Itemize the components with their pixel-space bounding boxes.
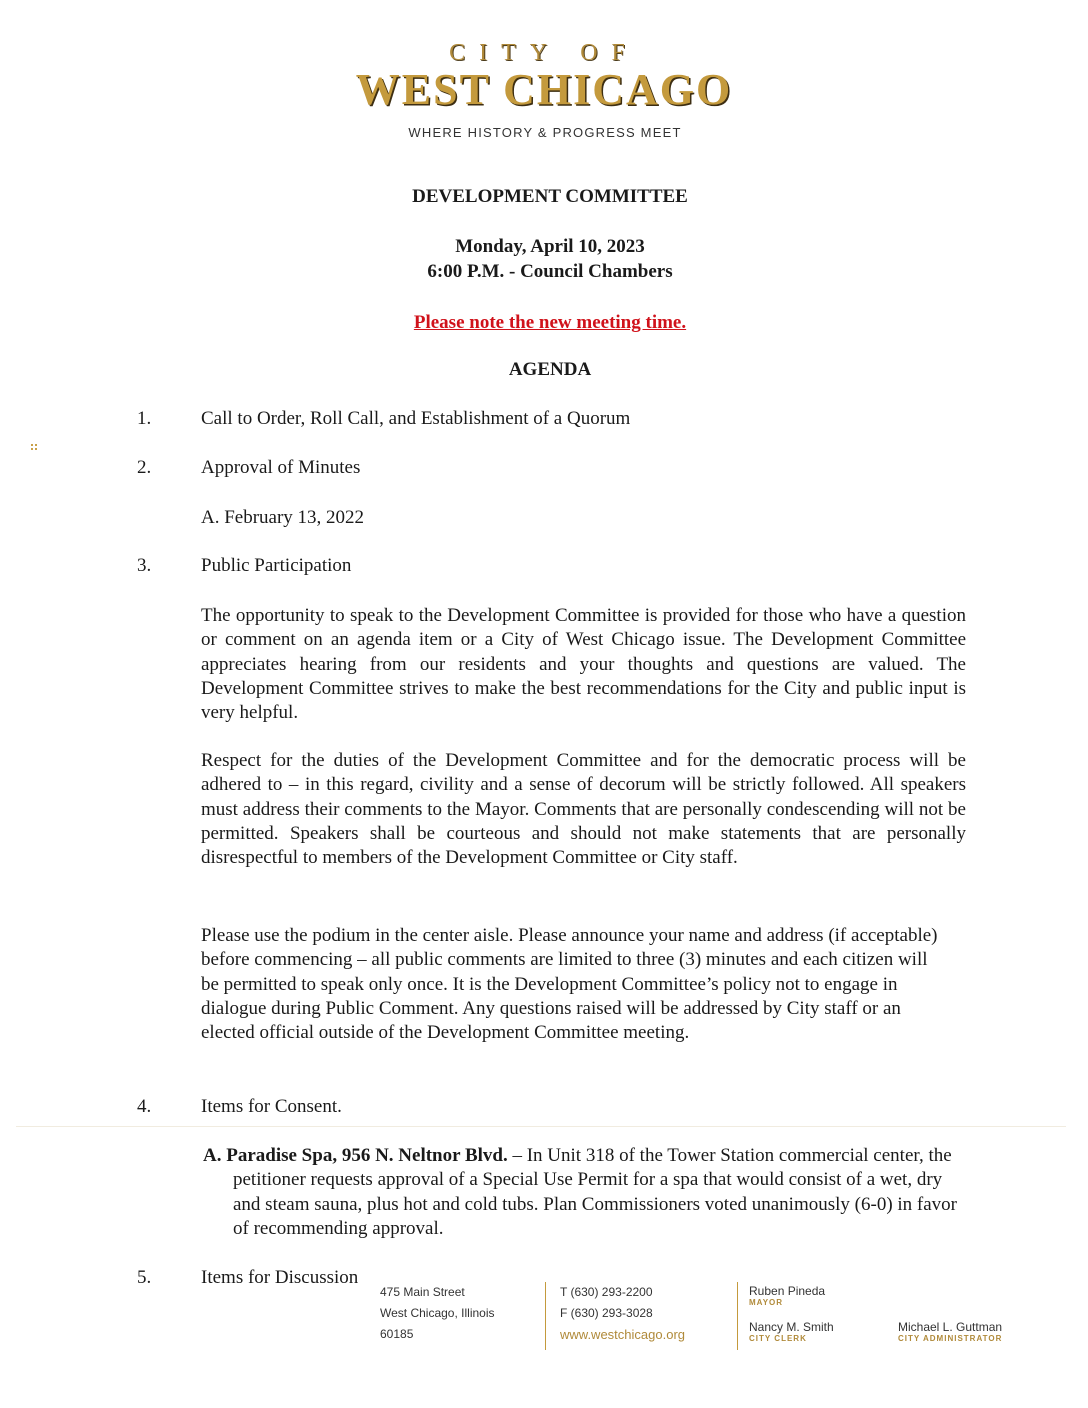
public-participation-paragraph-2: Respect for the duties of the Development Committee and for the democratic process will be adhered to – in this regard, civility and a sense of decorum will be strictly followed. All speakers must address their comments to the Mayor. Comments that are personally condescending will not be permitted. Speakers shall be courteous and should not make statements that are personally disrespectful to members of the Development Committee or City staff. [201,750,966,869]
city-logo-line2: WEST CHICAGO [355,65,733,114]
agenda-item-5-number: 5. [137,1267,152,1288]
consent-item-a [203,1144,963,1241]
footer-administrator [898,1320,1002,1343]
agenda-item-1-text: Call to Order, Roll Call, and Establishment of a Quorum [201,408,631,429]
footer-address [380,1282,495,1345]
footer-city: West Chicago, Illinois [380,1306,495,1320]
footer-phone: T (630) 293-2200 [560,1285,653,1299]
city-tagline: WHERE HISTORY & PROGRESS MEET [408,125,682,140]
footer-website-link[interactable]: www.westchicago.org [560,1327,685,1342]
meeting-date: Monday, April 10, 2023 [455,236,645,257]
footer-street: 475 Main Street [380,1285,465,1299]
city-logo-line1: CITY OF [449,40,639,66]
footer-divider-1 [545,1282,546,1350]
meeting-time-notice: Please note the new meeting time. [413,312,687,333]
meeting-time-place: 6:00 P.M. - Council Chambers [427,261,673,282]
clerk-name: Nancy M. Smith [749,1320,834,1334]
agenda-item-4-text: Items for Consent. [201,1096,342,1117]
agenda-item-3-number: 3. [137,555,152,576]
agenda-item-1-number: 1. [137,408,152,429]
mayor-role: MAYOR [749,1298,784,1307]
public-participation-paragraph-3: Please use the podium in the center aisle. Please announce your name and address (if acceptable) before commencing – all public comments are limited to three (3) minutes and each citizen will be permitted to speak only once. It is the Development Committee’s policy not to engage in dialogue during Public Comment. Any questions raised will be addressed by City staff or an elected official outside of the Development Committee meeting. [201,925,938,1044]
administrator-name: Michael L. Guttman [898,1320,1003,1334]
agenda-item-3-text: Public Participation [201,555,352,576]
clerk-role: CITY CLERK [749,1334,807,1343]
consent-item-a-label: A. Paradise Spa, 956 N. Neltnor Blvd. [203,1145,508,1166]
committee-title: DEVELOPMENT COMMITTEE [412,186,688,207]
agenda-item-2-number: 2. [137,457,152,478]
agenda-item-2-text: Approval of Minutes [201,457,361,478]
agenda-item-4-number: 4. [137,1096,152,1117]
agenda-item-5-text: Items for Discussion [201,1267,359,1288]
footer-divider-2 [737,1282,738,1350]
public-participation-paragraph-1: The opportunity to speak to the Development Committee is provided for those who have a question or comment on an agenda item or a City of West Chicago issue. The Development Committee appreciates hearing from our residents and your thoughts and questions are valued. The Development Committee strives to make the best recommendations for the City and public input is very helpful. [201,605,966,724]
footer-clerk [749,1320,834,1343]
agenda-title: AGENDA [508,359,592,380]
footer-contact [560,1282,685,1345]
footer-fax: F (630) 293-3028 [560,1306,653,1320]
administrator-role: CITY ADMINISTRATOR [898,1334,1003,1343]
margin-mark [31,444,37,450]
scan-divider [16,1126,1066,1127]
footer-zip: 60185 [380,1327,414,1341]
mayor-name: Ruben Pineda [749,1284,826,1298]
agenda-item-2-sub-a: A. February 13, 2022 [201,507,365,528]
consent-item-a-text: – In Unit 318 of the Tower Station commercial center, the petitioner requests approval of a Special Use Permit for a spa that would consist of a wet, dry and steam sauna, plus hot and cold tubs. Plan Commissioners voted unanimously (6-0) in favor of recommending approval. [233,1145,958,1239]
footer-mayor [749,1284,825,1307]
